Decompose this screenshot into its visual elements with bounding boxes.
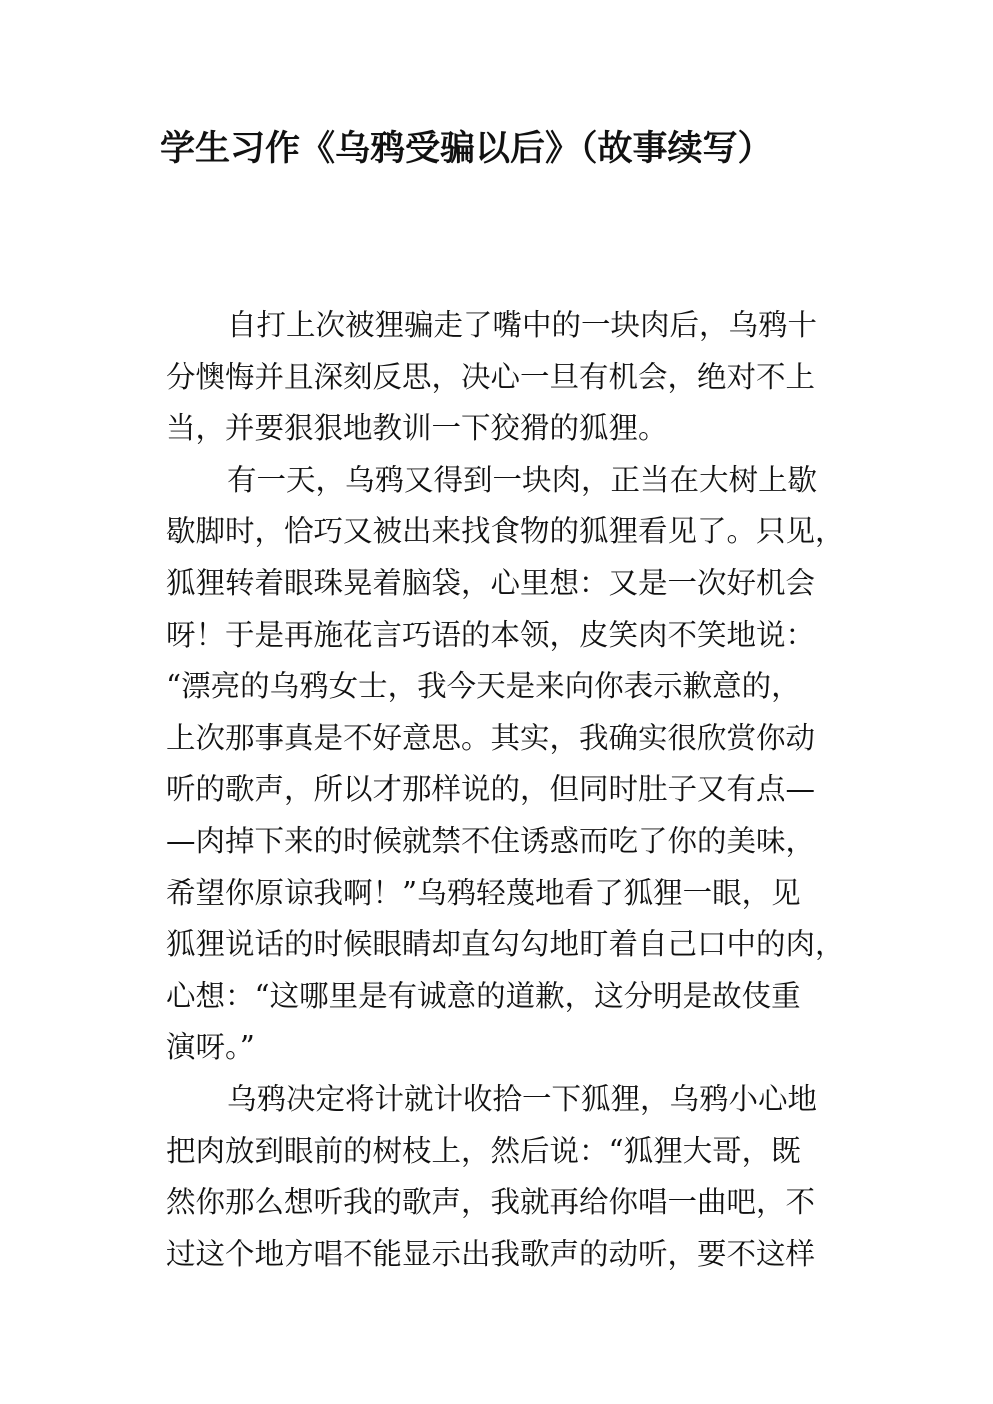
text-line: 过这个地方唱不能显示出我歌声的动听，要不这样 xyxy=(166,1236,816,1271)
text-line: 自打上次被狸骗走了嘴中的一块肉后，乌鸦十 xyxy=(227,308,818,342)
document-body xyxy=(166,300,846,1280)
text-line: 乌鸦决定将计就计收拾一下狐狸，乌鸦小心地 xyxy=(227,1081,818,1116)
text-line: 演呀。” xyxy=(166,1030,255,1065)
text-line: 心想：“这哪里是有诚意的道歉，这分明是故伎重 xyxy=(166,978,801,1013)
text-line: 狐狸转着眼珠晃着脑袋，心里想：又是一次好机会 xyxy=(166,565,816,600)
text-line: 有一天，乌鸦又得到一块肉，正当在大树上歇 xyxy=(227,462,818,497)
text-line: 希望你原谅我啊！”乌鸦轻蔑地看了狐狸一眼，见 xyxy=(166,875,801,910)
paragraph-2 xyxy=(166,455,846,1074)
text-line: 当，并要狠狠地教训一下狡猾的狐狸。 xyxy=(166,411,668,446)
document-title: 学生习作《乌鸦受骗以后》（故事续写） xyxy=(160,128,773,169)
text-line: 狐狸说话的时候眼睛却直勾勾地盯着自己口中的肉， xyxy=(166,927,845,962)
text-line: 听的歌声，所以才那样说的，但同时肚子又有点— xyxy=(166,772,816,807)
text-line: 把肉放到眼前的树枝上，然后说：“狐狸大哥，既 xyxy=(166,1133,801,1168)
text-line: 歇脚时，恰巧又被出来找食物的狐狸看见了。只见， xyxy=(166,514,845,549)
text-line: —肉掉下来的时候就禁不住诱惑而吃了你的美味， xyxy=(166,823,816,858)
text-line: 分懊悔并且深刻反思，决心一旦有机会，绝对不上 xyxy=(166,359,816,394)
text-line: 然你那么想听我的歌声，我就再给你唱一曲吧，不 xyxy=(166,1185,816,1220)
text-line: “漂亮的乌鸦女士，我今天是来向你表示歉意的， xyxy=(166,669,801,704)
text-line: 上次那事真是不好意思。其实，我确实很欣赏你动 xyxy=(166,720,816,755)
paragraph-3 xyxy=(166,1074,846,1280)
paragraph-1 xyxy=(166,300,846,455)
text-line: 呀！于是再施花言巧语的本领，皮笑肉不笑地说： xyxy=(166,617,816,652)
